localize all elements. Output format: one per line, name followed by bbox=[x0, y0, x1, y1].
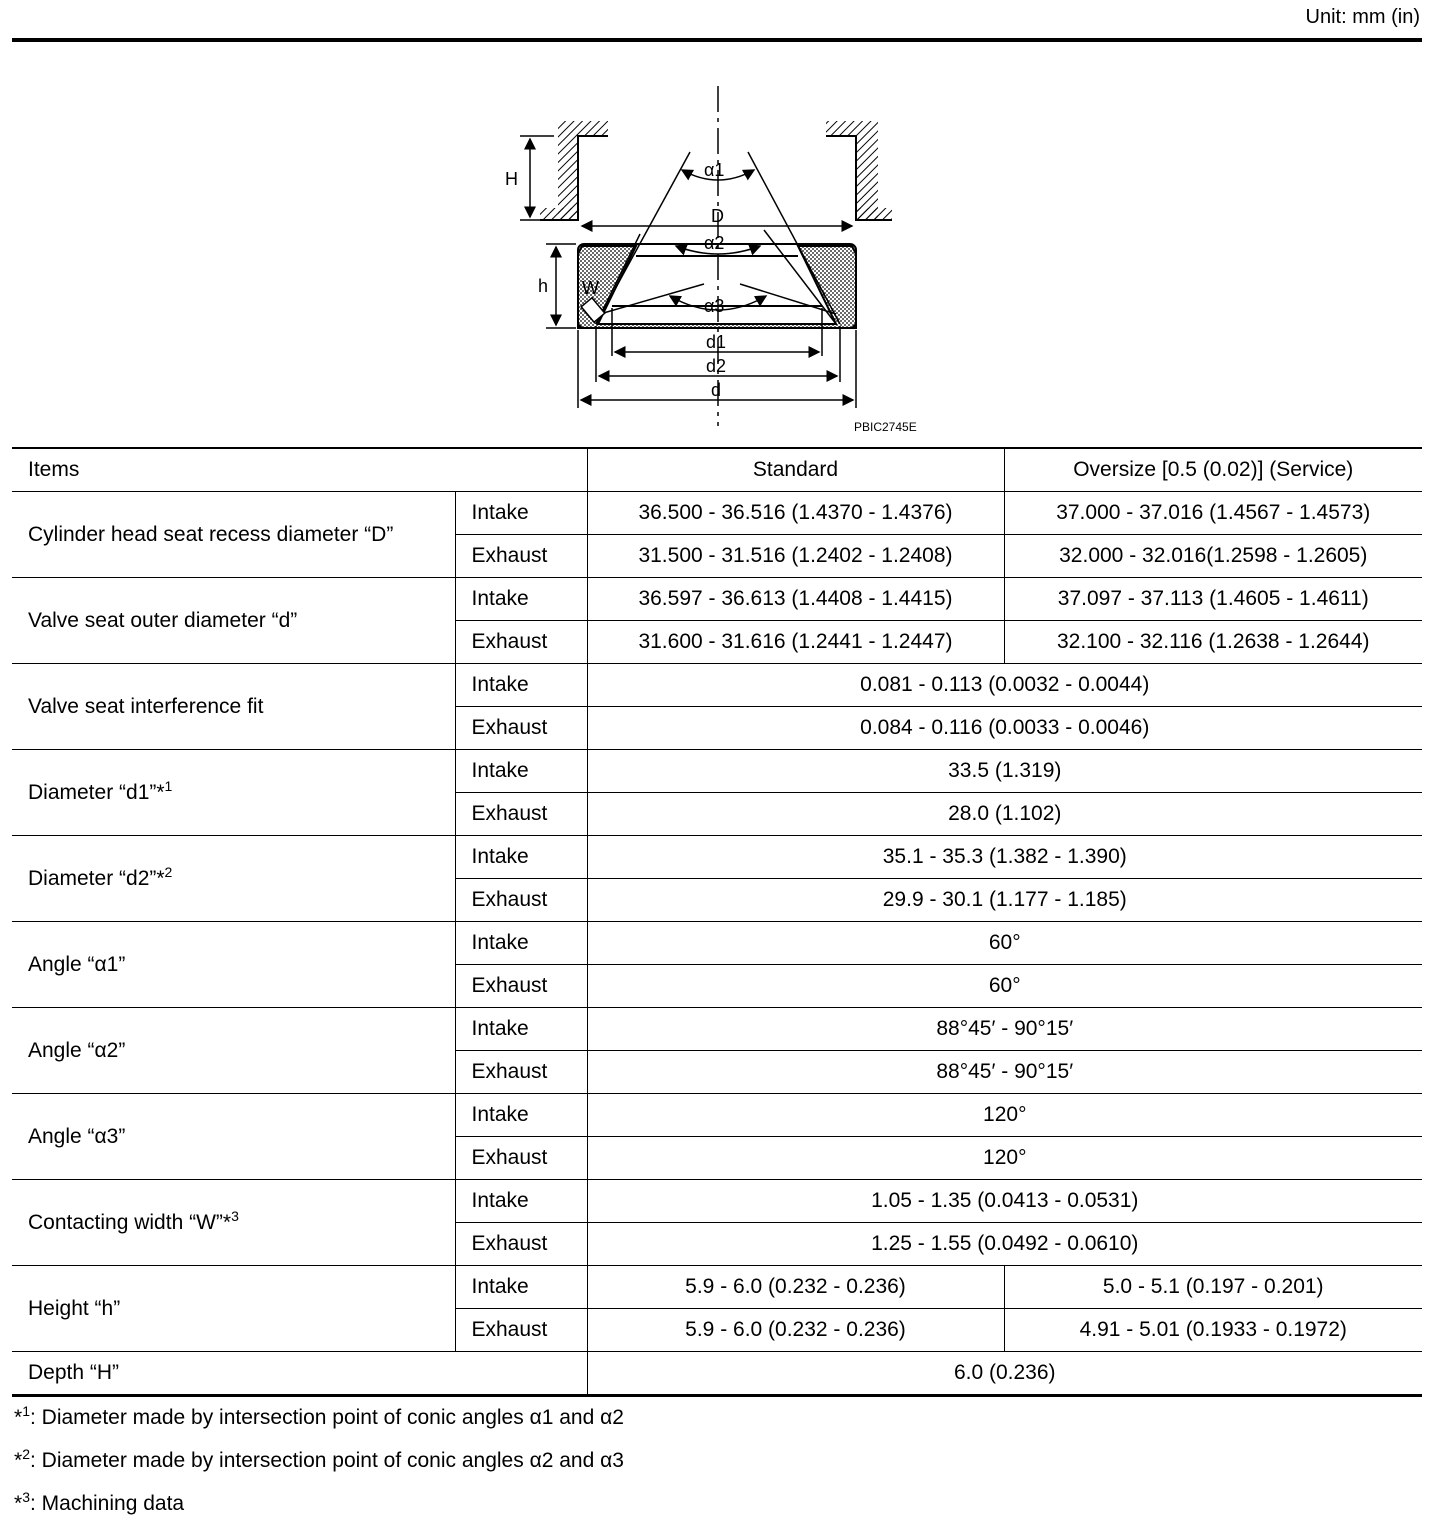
value-cell: 60° bbox=[587, 965, 1422, 1008]
sub-label: Intake bbox=[455, 1180, 587, 1223]
sub-label: Exhaust bbox=[455, 1137, 587, 1180]
table-row bbox=[12, 1180, 1422, 1223]
table-row bbox=[12, 1094, 1422, 1137]
unit-label: Unit: mm (in) bbox=[1305, 6, 1420, 28]
value-cell: 5.0 - 5.1 (0.197 - 0.201) bbox=[1004, 1266, 1422, 1309]
sub-label: Exhaust bbox=[455, 1051, 587, 1094]
item-label: Valve seat interference fit bbox=[12, 664, 455, 750]
item-label: Angle “α1” bbox=[12, 922, 455, 1008]
table-header-row bbox=[12, 448, 1422, 492]
table-row bbox=[12, 578, 1422, 621]
value-cell: 33.5 (1.319) bbox=[587, 750, 1422, 793]
value-cell: 0.084 - 0.116 (0.0033 - 0.0046) bbox=[587, 707, 1422, 750]
label-D: D bbox=[711, 206, 724, 226]
item-label: Angle “α2” bbox=[12, 1008, 455, 1094]
header-standard: Standard bbox=[587, 448, 1004, 492]
value-cell: 120° bbox=[587, 1137, 1422, 1180]
label-W: W bbox=[582, 278, 599, 298]
value-cell: 120° bbox=[587, 1094, 1422, 1137]
sub-label: Exhaust bbox=[455, 965, 587, 1008]
value-cell: 60° bbox=[587, 922, 1422, 965]
value-cell: 1.05 - 1.35 (0.0413 - 0.0531) bbox=[587, 1180, 1422, 1223]
valve-seat-spec-table bbox=[12, 447, 1422, 1397]
sub-label: Intake bbox=[455, 1266, 587, 1309]
sub-label: Exhaust bbox=[455, 621, 587, 664]
label-alpha3: α3 bbox=[704, 296, 725, 316]
header-items: Items bbox=[12, 448, 587, 492]
sub-label: Intake bbox=[455, 750, 587, 793]
cylinder-head-right bbox=[826, 121, 892, 221]
valve-seat-diagram bbox=[500, 84, 930, 440]
value-cell: 32.000 - 32.016(1.2598 - 1.2605) bbox=[1004, 535, 1422, 578]
value-cell: 31.500 - 31.516 (1.2402 - 1.2408) bbox=[587, 535, 1004, 578]
value-cell: 29.9 - 30.1 (1.177 - 1.185) bbox=[587, 879, 1422, 922]
table-row bbox=[12, 1352, 1422, 1396]
figure-code: PBIC2745E bbox=[854, 420, 917, 434]
sub-label: Exhaust bbox=[455, 793, 587, 836]
value-cell: 28.0 (1.102) bbox=[587, 793, 1422, 836]
table-row bbox=[12, 664, 1422, 707]
sub-label: Exhaust bbox=[455, 1309, 587, 1352]
sub-label: Intake bbox=[455, 836, 587, 879]
table-row bbox=[12, 836, 1422, 879]
item-label: Diameter “d2”*$^2$ bbox=[12, 836, 455, 922]
sub-label: Exhaust bbox=[455, 879, 587, 922]
header-oversize: Oversize [0.5 (0.02)] (Service) bbox=[1004, 448, 1422, 492]
value-cell: 37.097 - 37.113 (1.4605 - 1.4611) bbox=[1004, 578, 1422, 621]
top-rule bbox=[12, 38, 1422, 42]
label-H: H bbox=[505, 169, 518, 189]
table-row bbox=[12, 492, 1422, 535]
table-row bbox=[12, 922, 1422, 965]
sub-label: Exhaust bbox=[455, 535, 587, 578]
sub-label: Intake bbox=[455, 1008, 587, 1051]
footnote: *$^1$: Diameter made by intersection point of conic angles α1 and α2 bbox=[14, 1403, 624, 1429]
table-row bbox=[12, 750, 1422, 793]
footnote: *$^3$: Machining data bbox=[14, 1489, 185, 1515]
value-cell: 1.25 - 1.55 (0.0492 - 0.0610) bbox=[587, 1223, 1422, 1266]
sub-label: Exhaust bbox=[455, 707, 587, 750]
label-alpha2: α2 bbox=[704, 233, 725, 253]
value-cell: 5.9 - 6.0 (0.232 - 0.236) bbox=[587, 1266, 1004, 1309]
value-cell: 32.100 - 32.116 (1.2638 - 1.2644) bbox=[1004, 621, 1422, 664]
footnote: *$^2$: Diameter made by intersection point of conic angles α2 and α3 bbox=[14, 1446, 624, 1472]
sub-label: Intake bbox=[455, 578, 587, 621]
sub-label: Intake bbox=[455, 492, 587, 535]
value-cell: 31.600 - 31.616 (1.2441 - 1.2447) bbox=[587, 621, 1004, 664]
label-d: d bbox=[711, 380, 722, 400]
item-label: Height “h” bbox=[12, 1266, 455, 1352]
value-cell: 6.0 (0.236) bbox=[587, 1352, 1422, 1396]
sub-label: Intake bbox=[455, 922, 587, 965]
item-label: Diameter “d1”*$^1$ bbox=[12, 750, 455, 836]
item-label: Contacting width “W”*$^3$ bbox=[12, 1180, 455, 1266]
value-cell: 0.081 - 0.113 (0.0032 - 0.0044) bbox=[587, 664, 1422, 707]
value-cell: 88°45′ - 90°15′ bbox=[587, 1051, 1422, 1094]
label-h: h bbox=[538, 276, 549, 296]
value-cell: 5.9 - 6.0 (0.232 - 0.236) bbox=[587, 1309, 1004, 1352]
item-label: Depth “H” bbox=[12, 1352, 587, 1396]
value-cell: 88°45′ - 90°15′ bbox=[587, 1008, 1422, 1051]
sub-label: Intake bbox=[455, 1094, 587, 1137]
item-label: Angle “α3” bbox=[12, 1094, 455, 1180]
value-cell: 36.597 - 36.613 (1.4408 - 1.4415) bbox=[587, 578, 1004, 621]
value-cell: 36.500 - 36.516 (1.4370 - 1.4376) bbox=[587, 492, 1004, 535]
value-cell: 4.91 - 5.01 (0.1933 - 0.1972) bbox=[1004, 1309, 1422, 1352]
sub-label: Intake bbox=[455, 664, 587, 707]
table-row bbox=[12, 1008, 1422, 1051]
table-row bbox=[12, 1266, 1422, 1309]
label-d2: d2 bbox=[706, 356, 727, 376]
label-d1: d1 bbox=[706, 332, 727, 352]
value-cell: 35.1 - 35.3 (1.382 - 1.390) bbox=[587, 836, 1422, 879]
item-label: Cylinder head seat recess diameter “D” bbox=[12, 492, 455, 578]
item-label: Valve seat outer diameter “d” bbox=[12, 578, 455, 664]
label-alpha1: α1 bbox=[704, 160, 725, 180]
sub-label: Exhaust bbox=[455, 1223, 587, 1266]
value-cell: 37.000 - 37.016 (1.4567 - 1.4573) bbox=[1004, 492, 1422, 535]
